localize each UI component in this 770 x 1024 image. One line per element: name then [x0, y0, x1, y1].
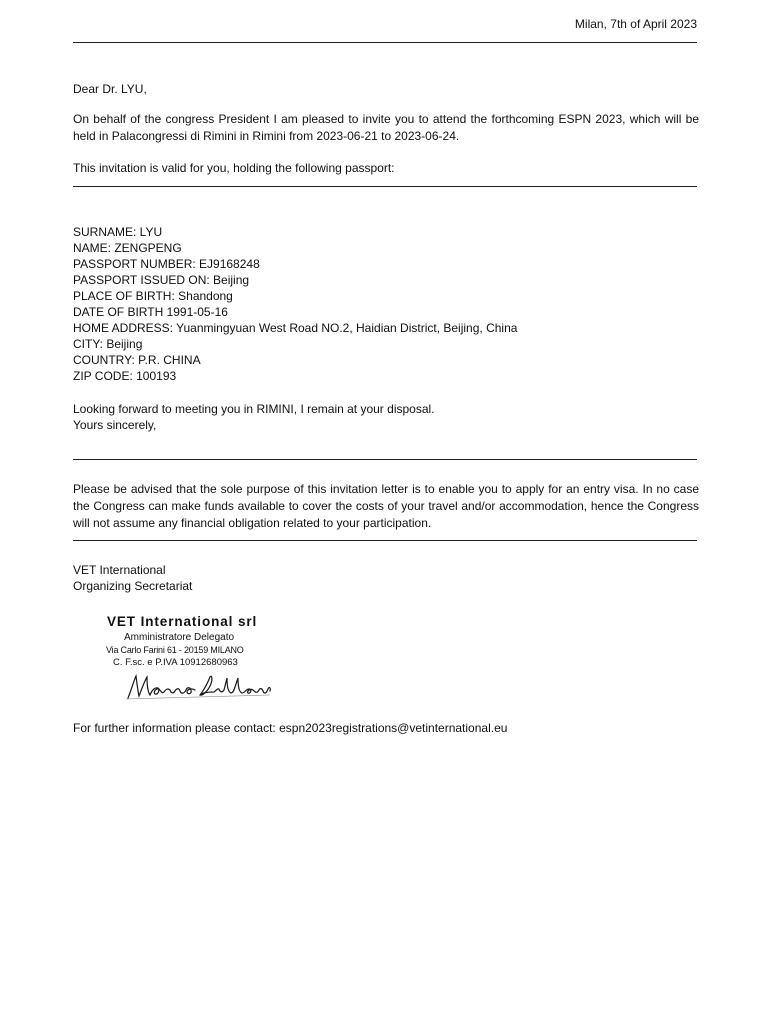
- divider-disclaimer-bottom: [73, 540, 697, 541]
- passport-line: HOME ADDRESS: Yuanmingyuan West Road NO.2, Haidian District, Beijing, China: [73, 321, 518, 335]
- passport-details: [73, 224, 517, 384]
- divider-passport: [73, 186, 697, 187]
- divider-disclaimer-top: [73, 459, 697, 460]
- passport-line: PASSPORT NUMBER: EJ9168248: [73, 257, 260, 271]
- intro-paragraph: On behalf of the congress President I am pleased to invite you to attend the forthcoming ESPN 2023, which will be held in Palacongressi di Rimini in Rimini from 2023-06-21 to 2023-06-24.: [73, 112, 699, 143]
- sender-organization: VET International: [73, 563, 166, 577]
- passport-line: PASSPORT ISSUED ON: Beijing: [73, 273, 250, 287]
- stamp-tax-id: C. F.sc. e P.IVA 10912680963: [113, 657, 238, 668]
- stamp-company: VET International srl: [107, 614, 258, 629]
- passport-line: PLACE OF BIRTH: Shandong: [73, 289, 233, 303]
- passport-line: NAME: ZENGPENG: [73, 241, 182, 255]
- disclaimer-paragraph: Please be advised that the sole purpose of this invitation letter is to enable you to apply for an entry visa. In no case the Congress can make funds available to cover the costs of your travel and/or accommodation, hence the Congress will not assume any financial obligation related to your participation.: [73, 482, 699, 530]
- closing-line: Looking forward to meeting you in RIMINI, I remain at your disposal.: [73, 402, 435, 416]
- passport-line: CITY: Beijing: [73, 337, 143, 351]
- closing-sincerely: Yours sincerely,: [73, 418, 157, 432]
- passport-line: ZIP CODE: 100193: [73, 369, 177, 383]
- stamp-role: Amministratore Delegato: [124, 632, 235, 643]
- contact-info: For further information please contact: espn2023registrations@vetinternational.eu: [73, 721, 508, 735]
- passport-line: DATE OF BIRTH 1991-05-16: [73, 305, 228, 319]
- salutation: Dear Dr. LYU,: [73, 82, 147, 96]
- sender-department: Organizing Secretariat: [73, 579, 193, 593]
- letter-date: Milan, 7th of April 2023: [574, 17, 697, 31]
- passport-line: SURNAME: LYU: [73, 225, 163, 239]
- stamp-address: Via Carlo Farini 61 - 20159 MILANO: [106, 645, 244, 655]
- divider-top: [73, 42, 697, 43]
- passport-line: COUNTRY: P.R. CHINA: [73, 353, 201, 367]
- validity-statement: This invitation is valid for you, holding the following passport:: [73, 161, 395, 175]
- signature-icon: [124, 668, 274, 704]
